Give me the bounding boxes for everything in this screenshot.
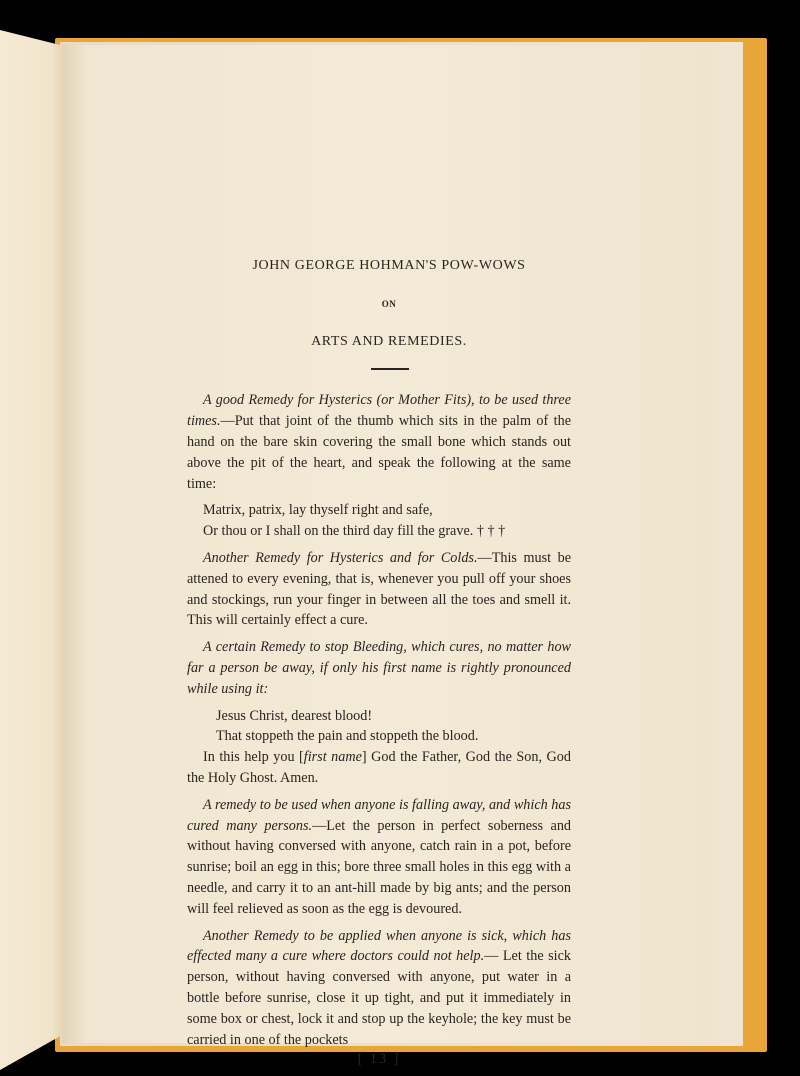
- remedy-3: [187, 637, 571, 699]
- page-number: [ 13 ]: [357, 1051, 401, 1068]
- verse-line: That stoppeth the pain and stoppeth the blood.: [216, 728, 479, 745]
- title-line-2: ON: [381, 298, 397, 309]
- title-line-3: ARTS AND REMEDIES.: [311, 333, 467, 349]
- verse-line: Matrix, patrix, lay thyself right and safe,: [203, 502, 433, 519]
- remedy-2: [187, 548, 571, 631]
- remedy-body: — Let the sick person, without having conversed with anyone, put water in a bottle before sunrise, close it up tight, and put it immediately in some box or chest, lock it and stop up the keyhole; the key must be carried in one of the pockets: [187, 948, 571, 1048]
- remedy-heading: A remedy to be used when anyone is falling away, and which has cured many persons.: [187, 796, 571, 834]
- invocation-text: ] God the Father, God the Son, God the Holy Ghost. Amen.: [187, 749, 571, 786]
- remedy-body: —Put that joint of the thumb which sits in the palm of the hand on the bare skin covering the small bone which stands out above the pit of the heart, and speak the following at the same time:: [187, 413, 571, 492]
- remedy-heading: Another Remedy to be applied when anyone is sick, which has effected many a cure where doctors could not help.: [187, 927, 571, 965]
- verse-line: Jesus Christ, dearest blood!: [216, 707, 373, 724]
- invocation-italic: first name: [303, 749, 362, 766]
- remedy-body: —This must be attened to every evening, that is, whenever you pull off your shoes and stockings, run your finger in between all the toes and smell it. This will certainly effect a cure.: [187, 549, 571, 629]
- remedy-heading: A good Remedy for Hysterics (or Mother Fits), to be used three times.: [187, 392, 571, 430]
- remedy-1: [187, 390, 571, 494]
- remedy-4: [187, 795, 571, 920]
- page-text: [187, 256, 571, 1070]
- title-rule: [371, 368, 409, 370]
- remedy-heading: A certain Remedy to stop Bleeding, which cures, no matter how far a person be away, if only his first name is rightly pronounced while using it:: [187, 639, 571, 697]
- remedy-3-invocation: [187, 747, 571, 789]
- remedy-heading: Another Remedy for Hysterics and for Colds.: [203, 549, 478, 566]
- remedy-body: —Let the person in perfect soberness and without having conversed with anyone, catch rain in a pot, before sunrise; boil an egg in this; bore three small holes in this egg with a needle, and carry it to an ant-hill made by big ants; and the person will feel relieved as soon as the egg is devoured.: [187, 817, 572, 917]
- invocation-text: In this help you [: [203, 749, 304, 766]
- verse-line: Or thou or I shall on the third day fill the grave. † † †: [203, 523, 506, 540]
- remedy-5: [187, 926, 571, 1051]
- title-line-1: JOHN GEORGE HOHMAN'S POW-WOWS: [252, 258, 526, 273]
- left-page: [0, 30, 64, 1070]
